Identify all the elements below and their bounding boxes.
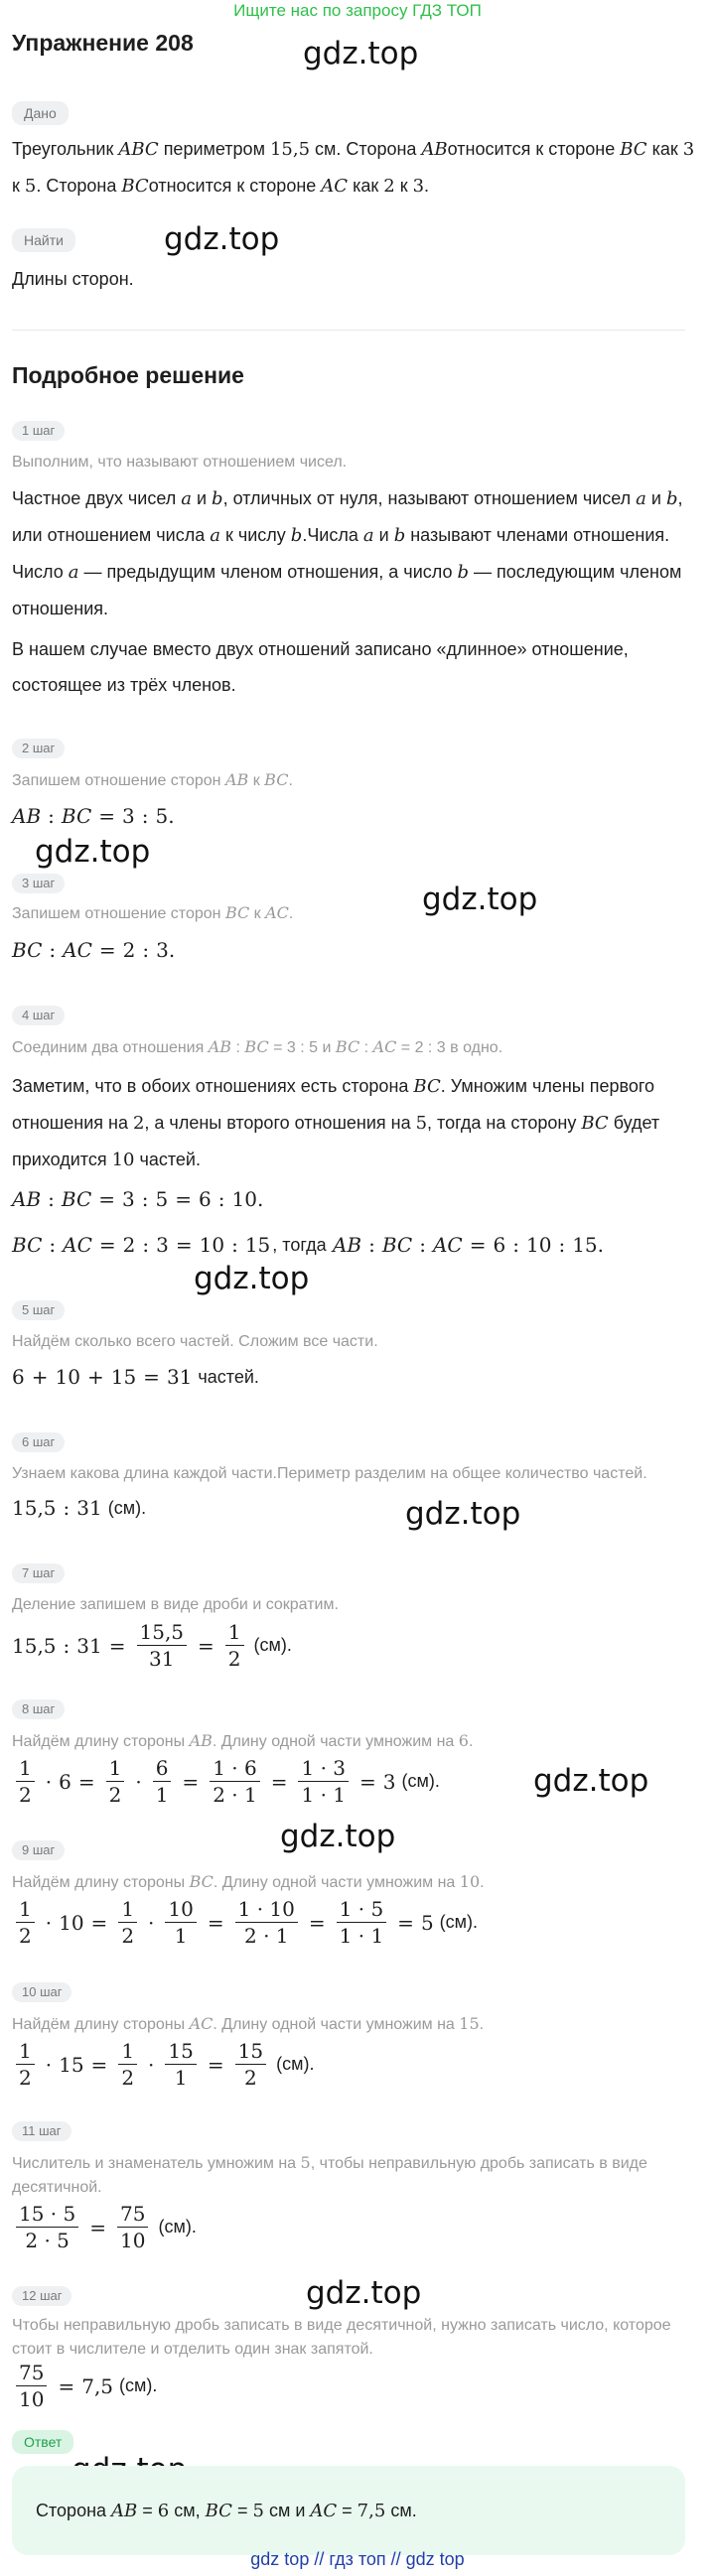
equation: BC : AC = 2 : 3. bbox=[12, 938, 176, 962]
step-chip: 2 шаг bbox=[12, 739, 65, 758]
step-chip: 1 шаг bbox=[12, 421, 65, 441]
step-text: Частное двух чисел a и b, отличных от нуля, называют отношением чисел a и b, или отношением числа a к числу b.Числа a и b называют членами отношения. Число a — предыдущим членом отношения, а число b — последующим членом отношения. bbox=[12, 488, 683, 618]
step-hint: Соединим два отношения AB : BC = 3 : 5 и BC : AC = 2 : 3 в одно. bbox=[12, 1037, 503, 1056]
given-text: Треугольник ABC периметром 15,5 см. Сторона ABотносится к стороне BC как 3 к 5. Сторона BCотносится к стороне AC как 2 к 3. bbox=[12, 139, 695, 197]
site-watermark: gdz.top bbox=[533, 1763, 649, 1799]
step-chip: 4 шаг bbox=[12, 1006, 65, 1025]
exercise-title: Упражнение 208 bbox=[12, 30, 194, 56]
step-hint: Выполним, что называют отношением чисел. bbox=[12, 454, 348, 471]
step-hint: Запишем отношение сторон BC к AC. bbox=[12, 903, 294, 922]
step-chip: 9 шаг bbox=[12, 1840, 65, 1860]
answer-box bbox=[12, 2466, 685, 2555]
given-chip: Дано bbox=[12, 101, 69, 125]
equation: $\frac{1}{2}$ · 10 = $\frac{1}{2}$ · $\frac{10}{1}$ = $\frac{1 \cdot 10}{2 \cdot 1}$ = $\frac{1 \cdot 5}{1 \cdot 1}$ = 5 (см). bbox=[12, 1897, 478, 1948]
answer-chip: Ответ bbox=[12, 2430, 73, 2454]
site-watermark: gdz.top bbox=[164, 221, 280, 257]
site-watermark: gdz.top bbox=[422, 881, 538, 917]
site-watermark: gdz.top bbox=[35, 834, 151, 870]
equation: $\frac{1}{2}$ · 15 = $\frac{1}{2}$ · $\frac{15}{1}$ = $\frac{15}{2}$ (см). bbox=[12, 2039, 314, 2090]
solution-title: Подробное решение bbox=[12, 362, 244, 388]
site-watermark: gdz.top bbox=[280, 1819, 396, 1854]
site-watermark: gdz.top bbox=[303, 36, 419, 71]
step-chip: 8 шаг bbox=[12, 1699, 65, 1719]
step-hint: Найдём сколько всего частей. Сложим все части. bbox=[12, 1333, 378, 1350]
top-watermark: Ищите нас по запросу ГДЗ ТОП bbox=[233, 1, 482, 20]
footer-links[interactable]: gdz top // гдз топ // gdz top bbox=[250, 2549, 465, 2569]
equation: BC : AC = 2 : 3 = 10 : 15 , тогда AB : BC : AC = 6 : 10 : 15. bbox=[12, 1233, 604, 1257]
site-watermark: gdz.top bbox=[405, 1496, 521, 1532]
step-chip: 10 шаг bbox=[12, 1982, 72, 2002]
step-text: В нашем случае вместо двух отношений записано «длинное» отношение, состоящее из трёх членов. bbox=[12, 639, 629, 695]
equation: $\frac{15 \cdot 5}{2 \cdot 5}$ = $\frac{75}{10}$ (см). bbox=[12, 2202, 197, 2252]
step-hint: Найдём длину стороны AC. Длину одной части умножим на 15. bbox=[12, 2014, 485, 2033]
equation: AB : BC = 3 : 5. bbox=[12, 804, 175, 828]
step-text: Заметим, что в обоих отношениях есть сторона BC. Умножим члены первого отношения на 2, а члены второго отношения на 5, тогда на сторону BC будет приходится 10 частей. bbox=[12, 1076, 660, 1170]
equation: 6 + 10 + 15 = 31 частей. bbox=[12, 1365, 259, 1389]
find-text: Длины сторон. bbox=[12, 269, 134, 289]
equation: $\frac{75}{10}$ = 7,5 (см). bbox=[12, 2361, 157, 2411]
equation: $\frac{1}{2}$ · 6 = $\frac{1}{2}$ · $\frac{6}{1}$ = $\frac{1 \cdot 6}{2 \cdot 1}$ = $\frac{1 \cdot 3}{1 \cdot 1}$ = 3 (см). bbox=[12, 1756, 440, 1807]
site-watermark: gdz.top bbox=[306, 2275, 422, 2311]
step-chip: 3 шаг bbox=[12, 874, 65, 893]
step-hint: Узнаем какова длина каждой части.Периметр разделим на общее количество частей. bbox=[12, 1465, 647, 1482]
step-hint: Деление запишем в виде дроби и сократим. bbox=[12, 1596, 339, 1613]
equation: 15,5 : 31 = $\frac{15,5}{31}$ = $\frac{1}{2}$ (см). bbox=[12, 1620, 292, 1671]
step-chip: 6 шаг bbox=[12, 1432, 65, 1452]
step-hint: Числитель и знаменатель умножим на 5, чтобы неправильную дробь записать в виде десятичной. bbox=[12, 2153, 647, 2196]
step-chip: 11 шаг bbox=[12, 2121, 72, 2141]
step-chip: 5 шаг bbox=[12, 1300, 65, 1320]
site-watermark: gdz.top bbox=[194, 1261, 310, 1296]
step-hint: Найдём длину стороны AB. Длину одной части умножим на 6. bbox=[12, 1731, 474, 1750]
step-chip: 12 шаг bbox=[12, 2286, 72, 2306]
equation: AB : BC = 3 : 5 = 6 : 10. bbox=[12, 1187, 264, 1211]
find-chip: Найти bbox=[12, 228, 75, 252]
answer-text: Сторона AB = 6 см, BC = 5 см и AC = 7,5 см. bbox=[36, 2500, 417, 2521]
divider bbox=[12, 330, 685, 331]
step-chip: 7 шаг bbox=[12, 1563, 65, 1583]
step-hint: Чтобы неправильную дробь записать в виде десятичной, нужно записать число, которое стоит в числителе и отделить один знак запятой. bbox=[12, 2317, 671, 2358]
equation: 15,5 : 31 (см). bbox=[12, 1496, 147, 1520]
step-hint: Запишем отношение сторон AB к BC. bbox=[12, 770, 293, 789]
step-hint: Найдём длину стороны BC. Длину одной части умножим на 10. bbox=[12, 1872, 485, 1891]
